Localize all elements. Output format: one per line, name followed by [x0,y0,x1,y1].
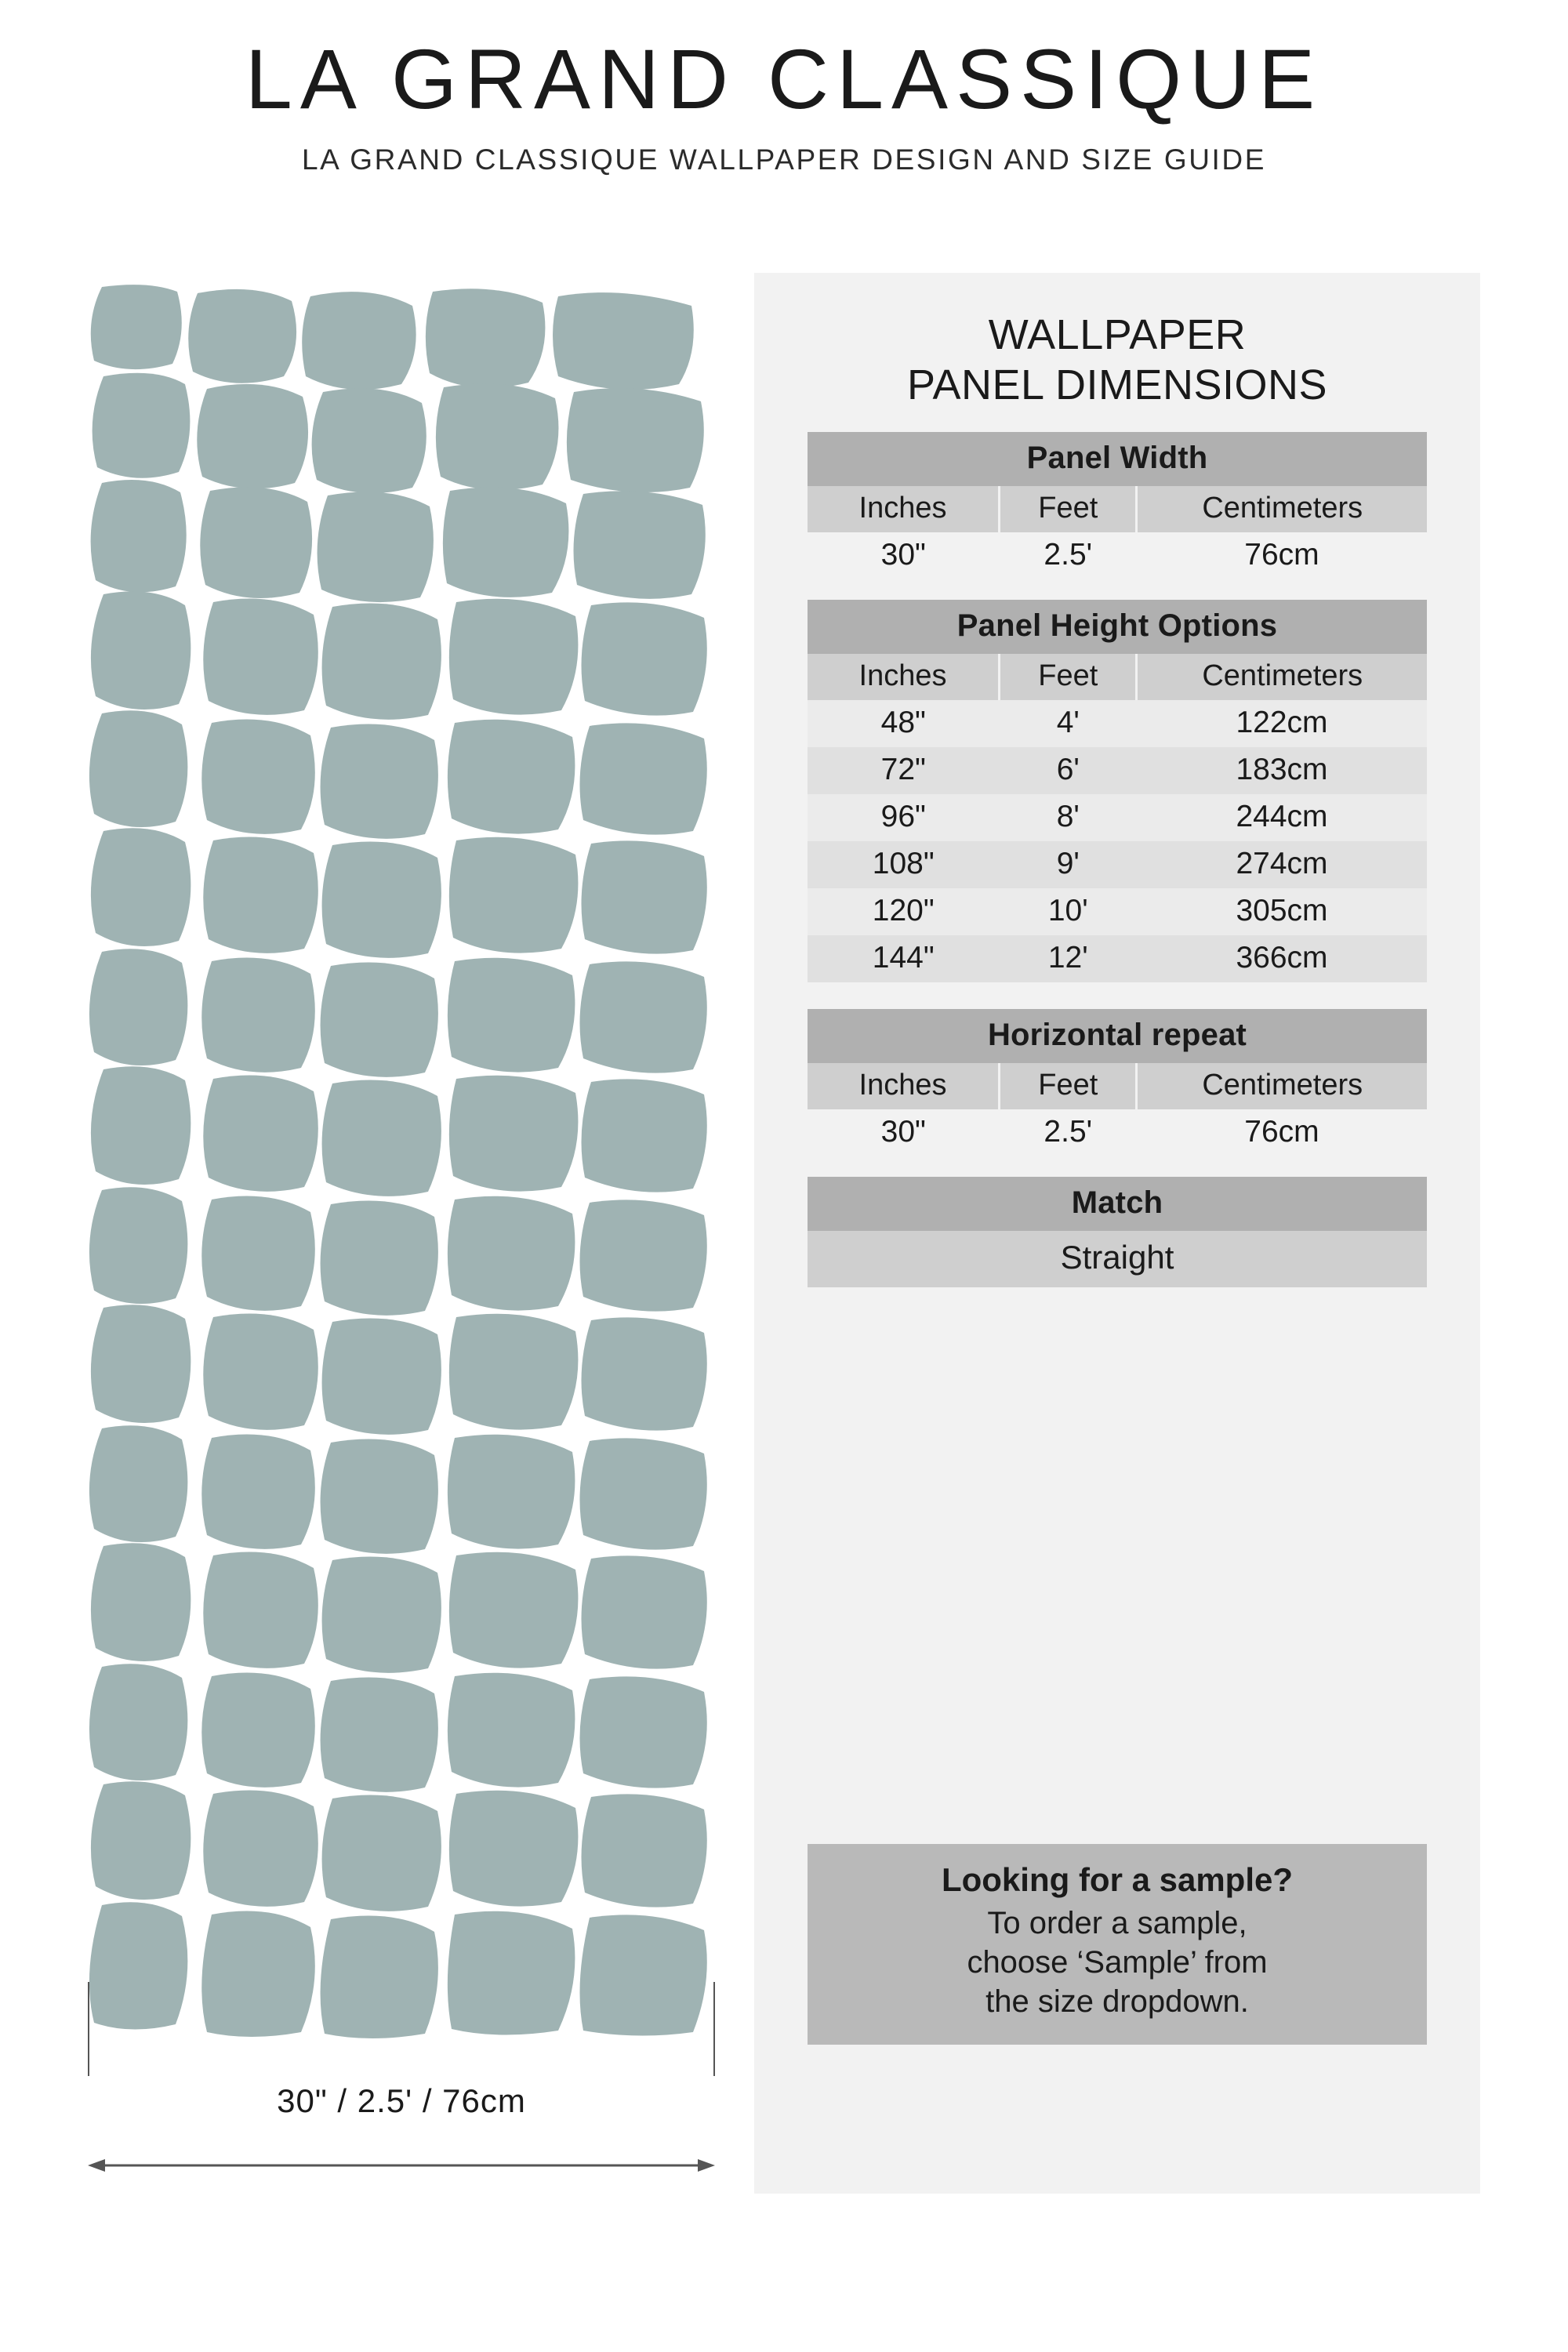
table-header-row [808,486,1427,532]
cell-inches: 30" [808,532,1000,579]
width-measurement-label: 30" / 2.5' / 76cm [277,2082,526,2119]
panel-width-table [808,486,1427,579]
cell-feet: 4' [1000,700,1137,747]
panel-height-table [808,654,1427,982]
horizontal-repeat-heading: Horizontal repeat [808,1009,1427,1063]
cell-centimeters: 305cm [1137,888,1427,935]
measure-tick-right [713,1982,715,2076]
page-title: LA GRAND CLASSIQUE [245,31,1323,126]
table-row [808,794,1427,841]
dimension-tables [808,410,1427,1287]
table-row [808,888,1427,935]
table-row [808,700,1427,747]
panel-width-heading: Panel Width [808,432,1427,486]
main-content [0,273,1568,2233]
table-row [808,532,1427,579]
match-value: Straight [808,1231,1427,1287]
table-header-row [808,654,1427,700]
table-row [808,935,1427,982]
sample-line-3: the size dropdown. [985,1984,1249,2019]
sample-title: Looking for a sample? [941,1861,1294,1898]
cell-centimeters: 122cm [1137,700,1427,747]
match-heading: Match [808,1177,1427,1231]
cell-inches: 144" [808,935,1000,982]
sample-line-1: To order a sample, [987,1906,1247,1940]
spacer [808,982,1427,1009]
column-header-inches: Inches [808,486,1000,532]
cell-feet: 2.5' [1000,532,1137,579]
column-header-feet: Feet [1000,486,1137,532]
column-header-inches: Inches [808,654,1000,700]
stone-pattern-graphic [88,273,715,2068]
double-arrow-icon [88,2156,715,2175]
cell-feet: 10' [1000,888,1137,935]
spacer [808,1156,1427,1177]
cell-inches: 48" [808,700,1000,747]
cell-centimeters: 274cm [1137,841,1427,888]
column-header-centimeters: Centimeters [1137,486,1427,532]
table-row [808,841,1427,888]
spacer [808,579,1427,600]
panel-height-heading: Panel Height Options [808,600,1427,654]
cell-centimeters: 366cm [1137,935,1427,982]
cell-inches: 108" [808,841,1000,888]
column-header-centimeters: Centimeters [1137,1063,1427,1109]
column-header-feet: Feet [1000,1063,1137,1109]
cell-feet: 9' [1000,841,1137,888]
page-header [0,0,1568,176]
page-subtitle: LA GRAND CLASSIQUE WALLPAPER DESIGN AND SIZE GUIDE [301,143,1266,176]
cell-inches: 30" [808,1109,1000,1156]
cell-feet: 12' [1000,935,1137,982]
panel-title-line2: PANEL DIMENSIONS [906,361,1328,408]
wallpaper-swatch [88,273,715,2068]
panel-title [754,273,1480,410]
cell-inches: 72" [808,747,1000,794]
cell-feet: 8' [1000,794,1137,841]
column-header-inches: Inches [808,1063,1000,1109]
cell-inches: 120" [808,888,1000,935]
measure-tick-left [88,1982,89,2076]
table-row [808,1109,1427,1156]
cell-inches: 96" [808,794,1000,841]
panel-title-line1: WALLPAPER [988,311,1247,358]
dimensions-panel [754,273,1480,2194]
table-header-row [808,1063,1427,1109]
sample-line-2: choose ‘Sample’ from [967,1945,1268,1980]
sample-info-box [808,1844,1427,2045]
cell-feet: 2.5' [1000,1109,1137,1156]
horizontal-repeat-table [808,1063,1427,1156]
width-measurement [88,2074,715,2192]
cell-centimeters: 183cm [1137,747,1427,794]
column-header-centimeters: Centimeters [1137,654,1427,700]
table-row [808,747,1427,794]
column-header-feet: Feet [1000,654,1137,700]
cell-centimeters: 244cm [1137,794,1427,841]
pattern-preview [88,273,715,2068]
cell-feet: 6' [1000,747,1137,794]
cell-centimeters: 76cm [1137,1109,1427,1156]
cell-centimeters: 76cm [1137,532,1427,579]
